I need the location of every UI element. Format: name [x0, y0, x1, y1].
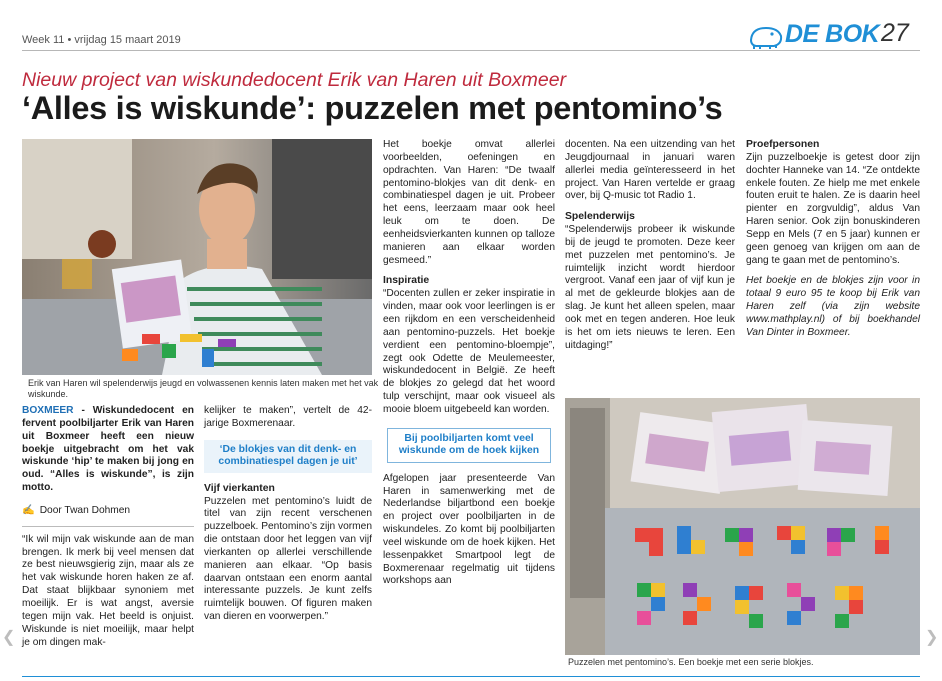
column-3 [383, 139, 555, 588]
subhead-spelenderwijs: Spelenderwijs [565, 211, 635, 223]
col2-top: kelijker te maken”, vertelt de 42-jarige Boxmerenaar. [204, 405, 372, 429]
dateline: Week 11 • vrijdag 15 maart 2019 [22, 34, 181, 46]
pullquote-1: ‘De blokjes van dit denk- en combinatiespel dagen je uit’ [204, 440, 372, 473]
newspaper-logo: DE BOK [785, 20, 880, 48]
article-headline: ‘Alles is wiskunde’: puzzelen met pentomino’s [22, 90, 723, 126]
col2-body: Puzzelen met pentomino’s luidt de titel van zijn recent verschenen puzzelboek. Pentomino’s zijn vormen die ontstaan door het leggen van vijf vierkanten op allerlei verschillende manieren aan elkaar. “Op basis daarvan ontstaan een enorm aantal interessante puzzels. Je kunt zelfs ruimtelijk bouwen. Of figuren maken van dieren en voorwerpen.” [204, 495, 372, 623]
col3-body: “Docenten zullen er zeker inspiratie in vinden, maar ook voor leerlingen is er een rijkdom en een verscheidenheid aan pentomino-puzzels. Het boekje verdient een pentomino-bloempje”, zegt ook Odette de Meulemeester, wiskundedocent in België. Ze heeft de blokjes zo gelegd dat het woord tulp verschijnt, maar ook visueel als mooie bloem uitgebeeld kan worden. [383, 288, 555, 415]
col1-body: “Ik wil mijn vak wiskunde aan de man brengen. Ik merk bij veel mensen dat ze best nieuwsgierig zijn, maar als ze het vak wiskunde horen haken ze af. Dat staat blijkbaar synoniem met moeilijk. Er is wat angst, aversie tegen mijn vak. Het beeld is onjuist. Wiskunde is niet moeilijk, maar helpt je om dingen mak- [22, 533, 194, 648]
lead-text: - Wiskundedocent en fervent poolbiljarter Erik van Haren uit Boxmeer heeft een nieuw boekje uitgebracht om het vak wiskunde ‘hip’ te maken bij jong en oud. “Alles is wiskunde”, is zijn motto. [22, 405, 194, 494]
next-page-arrow-icon[interactable]: ❯ [925, 629, 939, 646]
subhead-inspiratie: Inspiratie [383, 275, 430, 287]
photo-pentomino-blocks [565, 398, 920, 655]
byline-divider [22, 526, 194, 527]
column-5 [746, 139, 920, 340]
lead-place: BOXMEER [22, 405, 74, 416]
col4-top: docenten. Na een uitzending van het Jeugdjournaal in januari waren allerlei media geïnteresseerd in het project. Van Haren vertelde er graag over, bij Q-music tot Radio 1. [565, 139, 735, 202]
byline: Door Twan Dohmen [39, 504, 131, 516]
pen-icon: ✍ [22, 504, 35, 516]
previous-page-arrow-icon[interactable]: ❮ [2, 629, 16, 646]
subhead-vijf-vierkanten: Vijf vierkanten [204, 482, 275, 494]
column-2 [204, 405, 372, 624]
hippo-logo-icon [748, 22, 784, 50]
subhead-proefpersonen: Proefpersonen [746, 139, 820, 150]
photo1-caption: Erik van Haren wil spelenderwijs jeugd en volwassenen kennis laten maken met het vak wiskunde. [28, 378, 379, 399]
photo2-caption: Puzzelen met pentomino’s. Een boekje met een serie blokjes. [568, 657, 814, 667]
photo-teacher-with-book [22, 139, 372, 375]
pullquote-2: Bij poolbiljarten komt veel wiskunde om de hoek kijken [387, 428, 551, 463]
column-1 [22, 405, 194, 649]
header-divider [22, 50, 920, 51]
article-kicker: Nieuw project van wiskundedocent Erik van Haren uit Boxmeer [22, 69, 567, 91]
footer-divider [22, 676, 920, 677]
col3-top: Het boekje omvat allerlei voorbeelden, oefeningen en opdrachten. Van Haren: “De twaalf pentomino-blokjes van dit denk- en combinatiespel dagen je uit. Probeer het eens, leerzaam maar ook heel leuk om te doen. De eenheidsvierkanten kunnen op talloze manieren aan elkaar worden gesmeed.” [383, 139, 555, 266]
col4-body: “Spelenderwijs probeer ik wiskunde bij de jeugd te promoten. Deze keer met puzzelen met pentomino’s. Je ruimtelijk inzicht wordt hierdoor vergroot. Vanaf een jaar of vijf kun je al met de gekleurde blokjes aan de slag. Je kunt het alleen spelen, maar ook met en tegen anderen. Hoe leuk is het om iets nieuws te leren. Een uitdaging!” [565, 224, 735, 351]
column-4 [565, 139, 735, 353]
col5-body: Zijn puzzelboekje is getest door zijn dochter Hanneke van 14. “Ze ontdekte enkele fouten. Ze hielp me met enkele fouten eruit te halen. Ze is daarin heel pienter en zorgvuldig”, aldus Van Haren senior. Ook zijn bonuskinderen Sepp en Mels (7 en 5 jaar) kunnen er geen genoeg van krijgen om aan de gang te gaan met de pentomino’s. [746, 151, 920, 266]
col5-purchase-note: Het boekje en de blokjes zijn voor in totaal 9 euro 95 te koop bij Erik van Haren zelf (via zijn website www.mathplay.nl) of bij boekhandel Van Dinter in Boxmeer. [746, 275, 920, 338]
page-number: 27 [881, 19, 909, 47]
col3-bottom: Afgelopen jaar presenteerde Van Haren in samenwerking met de Nederlandse biljartbond een boekje en project over poolbiljarten in de wiskundeles. Zo komt bij poolbiljarten veel wiskunde om de hoek kijken. Het lessenpakket Smartpool legt de Boxmerenaar regelmatig uit tijdens workshops aan [383, 472, 555, 587]
